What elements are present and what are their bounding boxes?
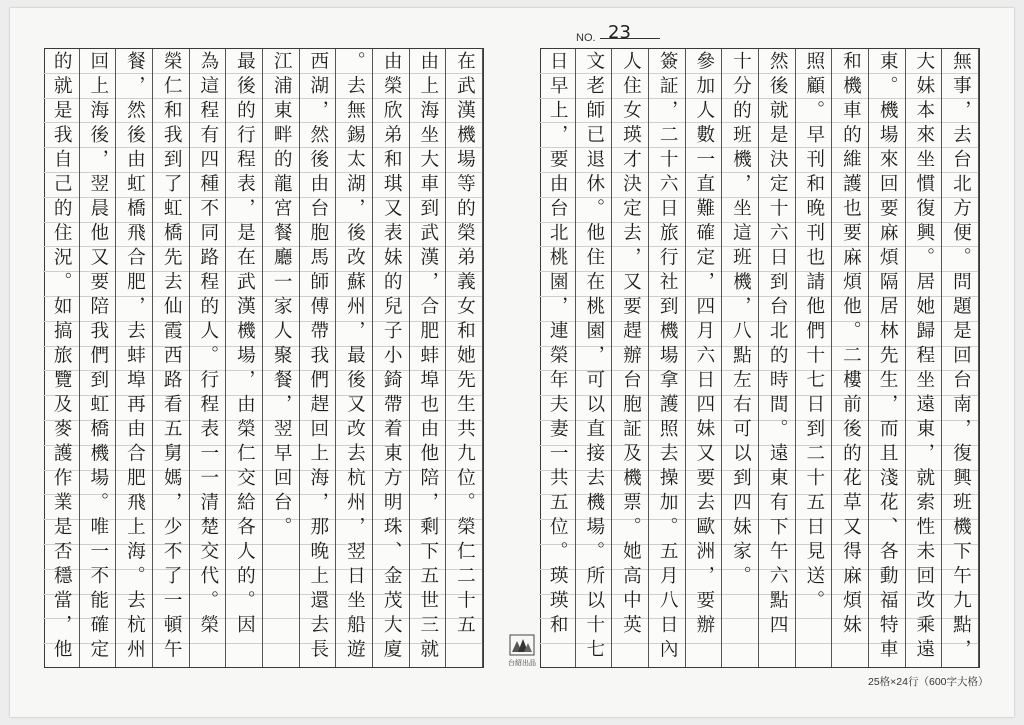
grid-cell-line <box>190 643 226 644</box>
right-page-column <box>612 49 649 667</box>
left-page-column <box>43 49 80 667</box>
grid-cell-line <box>796 618 832 619</box>
manuscript-sheet <box>10 8 1014 717</box>
grid-cell-line <box>263 618 299 619</box>
right-page-column <box>576 49 613 667</box>
handwritten-text-column: 大妹本來坐慣復興。居她歸程坐遠東，就索性未回改乘遠 <box>913 51 935 664</box>
left-page-column <box>300 49 337 667</box>
left-page-column <box>373 49 410 667</box>
handwritten-text-column: 東。機場來回要麻煩隔居林先生，而且淺花、各動福特車 <box>877 51 899 664</box>
handwritten-text-column: 人住女瑛才決定去，又要趕辦台胞証及機票。她高中英 <box>620 51 642 639</box>
grid-cell-line <box>832 643 868 644</box>
page-number: 23 <box>608 22 631 43</box>
right-page-column <box>832 49 869 667</box>
grid-cell-line <box>722 618 758 619</box>
grid-cell-line <box>722 594 758 595</box>
handwritten-text-column: 由上海坐大車到武漢，合肥蚌埠也由他陪，剩下五世三就 <box>417 51 439 664</box>
grid-cell-line <box>686 643 722 644</box>
no-label: NO. <box>576 32 596 44</box>
right-manuscript-page <box>540 48 980 668</box>
grid-cell-line <box>759 643 795 644</box>
left-page-column <box>116 49 153 667</box>
right-page-column <box>906 49 943 667</box>
left-page-column <box>226 49 263 667</box>
handwritten-text-column: 江浦東畔的龍宮餐廳一家人聚餐，翌早回台。 <box>271 51 293 541</box>
right-page-column <box>539 49 576 667</box>
handwritten-text-column: 最後的行程表，是在武漢機場，由榮仁交給各人的。因 <box>234 51 256 639</box>
handwritten-text-column: 的就是我自己的住況。如搞旅覽及麥護作業是否穩當，他 <box>51 51 73 664</box>
grid-cell-line <box>263 643 299 644</box>
grid-cell-line <box>722 643 758 644</box>
handwritten-text-column: 。去無錫太湖，後改蘇州，最後又改去杭州，翌日坐船遊 <box>344 51 366 664</box>
grid-cell-line <box>446 643 482 644</box>
grid-cell-line <box>796 643 832 644</box>
right-page-column <box>869 49 906 667</box>
grid-cell-line <box>539 643 575 644</box>
grid-cell-line <box>226 643 262 644</box>
left-page-column <box>336 49 373 667</box>
left-page-column <box>263 49 300 667</box>
right-page-column <box>796 49 833 667</box>
left-page-column <box>446 49 483 667</box>
left-page-column <box>190 49 227 667</box>
handwritten-text-column: 十分的班機，坐這班機，八點左右可以到四妹家。 <box>730 51 752 590</box>
handwritten-text-column: 餐，然後由虹橋飛合肥，去蚌埠再由合肥飛上海。去杭州 <box>124 51 146 664</box>
grid-cell-line <box>263 594 299 595</box>
handwritten-text-column: 簽証，二十六日旅行社到機場拿護照去操加。五月八日內 <box>657 51 679 664</box>
publisher-logo <box>505 634 539 668</box>
handwritten-text-column: 日早上，要由台北桃園，連榮年夫妻一共五位。瑛瑛和 <box>547 51 569 639</box>
grid-cell-line <box>612 643 648 644</box>
page-number-label <box>576 22 660 44</box>
grid-cell-line <box>263 569 299 570</box>
right-page-column <box>759 49 796 667</box>
handwritten-text-column: 由榮欣弟和琪又表妹的兒子小錡帶着東方明珠、金茂大廈 <box>381 51 403 664</box>
handwritten-text-column: 榮仁和我到了虹橋先去仙霞西路看五舅媽，少不了一頓午 <box>161 51 183 664</box>
handwritten-text-column: 然後就是決定十六日到台北的時間。遠東有下午六點四 <box>767 51 789 639</box>
right-page-column <box>942 49 979 667</box>
right-page-column <box>649 49 686 667</box>
handwritten-text-column: 西湖，然後由台胞馬師傅帶我們趕回上海，那晚上還去長 <box>307 51 329 664</box>
right-page-column <box>686 49 723 667</box>
left-page-column <box>153 49 190 667</box>
handwritten-text-column: 和機車的維護也要麻煩他。二樓前後的花草又得麻煩妹 <box>840 51 862 639</box>
handwritten-text-column: 無事，去台北方便。問題是回台南，復興班機下午九點， <box>950 51 972 664</box>
left-page-column <box>80 49 117 667</box>
handwritten-text-column: 文老師已退休。他住在桃園，可以直接去機場。所以十七 <box>583 51 605 664</box>
handwritten-text-column: 照顧。早刊和晚刊也請他們十七日到二十五日見送。 <box>803 51 825 615</box>
right-page-column <box>722 49 759 667</box>
mountain-logo-icon <box>509 634 535 656</box>
grid-spec-label: 25格×24行（600字大格） <box>868 676 989 688</box>
handwritten-text-column: 回上海後，翌晨他又要陪我們到虹橋機場。唯一不能確定 <box>87 51 109 664</box>
handwritten-text-column: 參加人數一直難確定，四月六日四妹又要去歐洲，要辦 <box>693 51 715 639</box>
left-manuscript-page <box>44 48 484 668</box>
logo-text: 台紹出品 <box>508 659 536 667</box>
handwritten-text-column: 為這程有四種不同路程的人。行程表一一清楚交代。榮 <box>197 51 219 639</box>
left-page-column <box>410 49 447 667</box>
handwritten-text-column: 在武漢機場等的榮弟義女和她先生共九位。榮仁二十五 <box>454 51 476 639</box>
grid-cell-line <box>263 544 299 545</box>
